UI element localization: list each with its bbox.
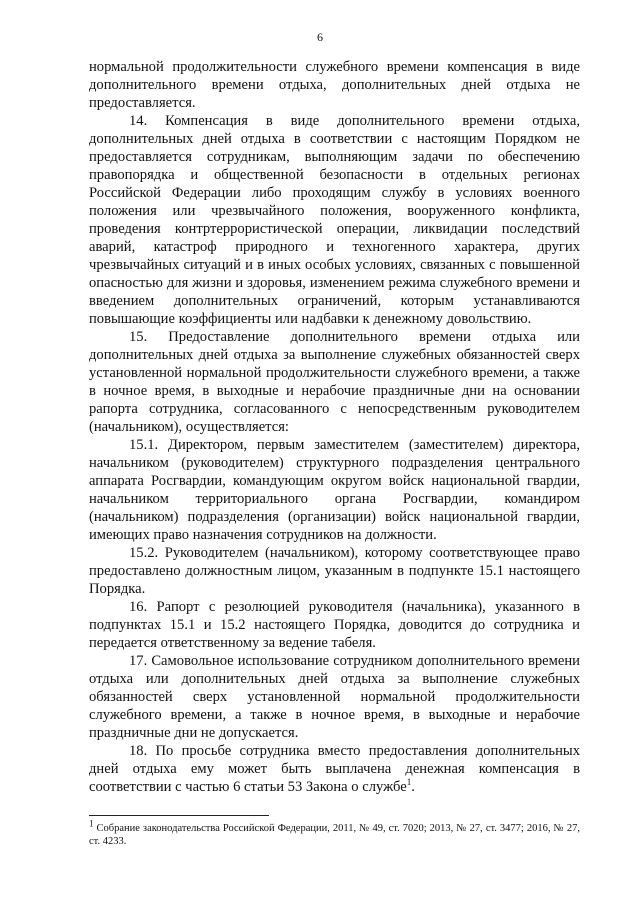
footnote	[89, 818, 581, 848]
paragraph-continuation: нормальной продолжительности служебного времени компенсация в виде дополнительного времени отдыха, дополнительных дней отдыха не предоставляется.	[89, 59, 580, 111]
paragraph-15-1: 15.1. Директором, первым заместителем (заместителем) директора, начальником (руководителем) структурного подразделения центрального аппарата Росгвардии, командующим округом войск национальной гвардии, начальником территориального органа Росгвардии, командиром (начальником) подразделения (организации) войск национальной гвардии, имеющих право назначения сотрудников на должности.	[89, 437, 580, 543]
paragraph-15: 15. Предоставление дополнительного времени отдыха или дополнительных дней отдыха за выполнение служебных обязанностей сверх установленной нормальной продолжительности служебного времени, а также в ночное время, в выходные и нерабочие праздничные дни на основании рапорта сотрудника, согласованного с непосредственным руководителем (начальником), осуществляется:	[89, 329, 580, 435]
paragraph-17: 17. Самовольное использование сотрудником дополнительного времени отдыха или дополнительных дней отдыха за выполнение служебных обязанностей сверх установленной нормальной продолжительности служебного времени, а также в ночное время, в выходные и нерабочие праздничные дни не допускается.	[89, 653, 580, 741]
paragraph-16: 16. Рапорт с резолюцией руководителя (начальника), указанного в подпунктах 15.1 и 15.2 настоящего Порядка, доводится до сотрудника и передается ответственному за ведение табеля.	[89, 599, 580, 651]
footnote-reference: 1	[406, 777, 412, 788]
footnote-text: Собрание законодательства Российской Федерации, 2011, № 49, ст. 7020; 2013, № 27, ст. 3477; 2016, № 27, ст. 4233.	[89, 823, 581, 847]
footnote-separator	[89, 815, 269, 816]
footnote-marker: 1	[89, 818, 94, 829]
paragraph-14: 14. Компенсация в виде дополнительного времени отдыха, дополнительных дней отдыха в соответствии с настоящим Порядком не предоставляется сотрудникам, выполняющим задачи по обеспечению правопорядка и общественной безопасности в отдельных регионах Российской Федерации либо проходящим службу в условиях военного положения или чрезвычайного положения, вооруженного конфликта, проведения контртеррористической операции, ликвидации последствий аварий, катастроф природного и техногенного характера, других чрезвычайных ситуаций и в иных особых условиях, связанных с повышенной опасностью для жизни и здоровья, изменением режима служебного времени и введением дополнительных ограничений, которым устанавливаются повышающие коэффициенты или надбавки к денежному довольствию.	[89, 113, 580, 327]
paragraph-18	[89, 742, 580, 796]
paragraph-18-text: 18. По просьбе сотрудника вместо предоставления дополнительных дней отдыха ему может быть выплачена денежная компенсация в соответствии с частью 6 статьи 53 Закона о службе	[89, 743, 580, 795]
paragraph-15-2: 15.2. Руководителем (начальником), которому соответствующее право предоставлено должностным лицом, указанным в подпункте 15.1 настоящего Порядка.	[89, 545, 580, 597]
page-number: 6	[317, 30, 323, 44]
paragraph-18-period: .	[411, 779, 415, 795]
body-text	[89, 58, 580, 796]
